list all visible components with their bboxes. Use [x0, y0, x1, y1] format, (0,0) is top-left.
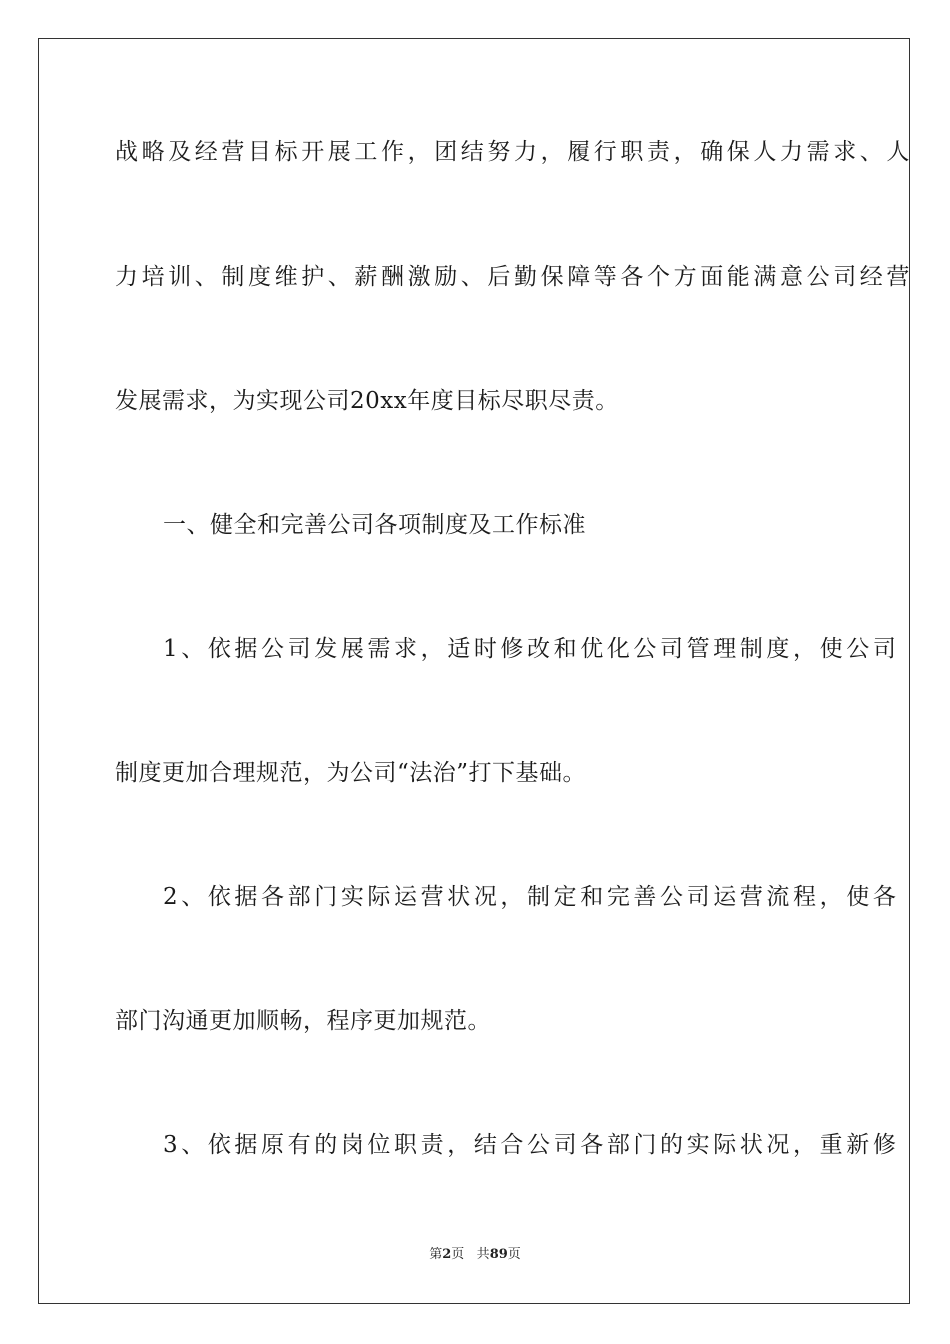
page-footer	[0, 1246, 950, 1264]
item-3-line-1: 3、依据原有的岗位职责，结合公司各部门的实际状况，重新修	[163, 1132, 900, 1158]
page-suffix: 页	[451, 1247, 465, 1262]
total-pages: 89	[489, 1247, 508, 1262]
paragraph-line-2: 力培训、制度维护、薪酬激励、后勤保障等各个方面能满意公司经营	[115, 264, 913, 290]
paragraph-line-1: 战略及经营目标开展工作，团结努力，履行职责，确保人力需求、人	[115, 139, 913, 165]
section-heading-1: 一、健全和完善公司各项制度及工作标准	[163, 512, 586, 538]
item-1-line-1: 1、依据公司发展需求，适时修改和优化公司管理制度，使公司	[163, 636, 900, 662]
item-1-line-2: 制度更加合理规范，为公司“法治”打下基础。	[115, 760, 587, 786]
page-prefix: 第	[429, 1247, 443, 1262]
page-border	[38, 38, 913, 1304]
item-2-line-1: 2、依据各部门实际运营状况，制定和完善公司运营流程，使各	[163, 884, 900, 910]
page-number: 2	[442, 1247, 452, 1262]
total-prefix: 共	[476, 1247, 490, 1262]
total-suffix: 页	[507, 1247, 521, 1262]
item-2-line-2: 部门沟通更加顺畅，程序更加规范。	[115, 1008, 491, 1034]
paragraph-line-3: 发展需求，为实现公司20xx年度目标尽职尽责。	[115, 388, 619, 414]
